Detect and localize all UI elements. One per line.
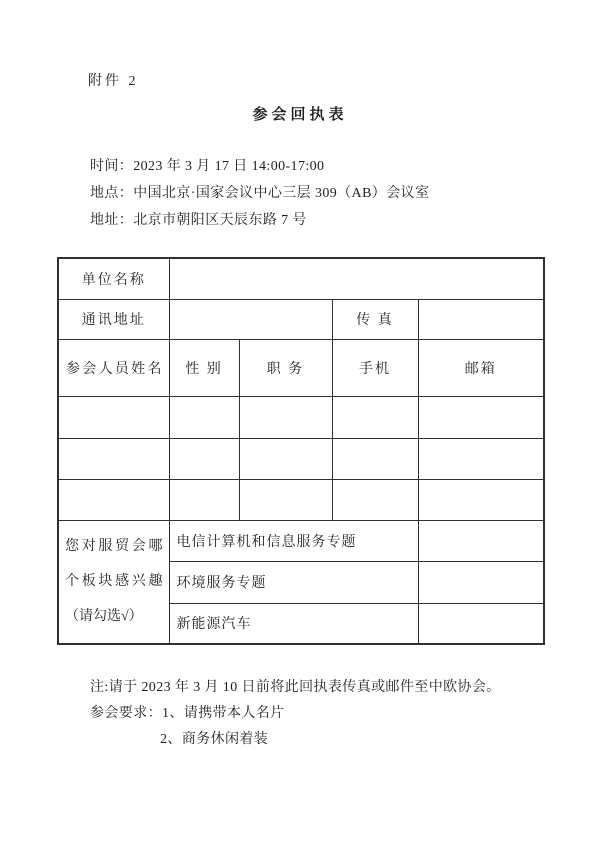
page-title: 参会回执表 xyxy=(252,107,348,123)
person-name-header: 参会人员姓名 xyxy=(58,339,169,396)
topic-label-telecom: 电信计算机和信息服务专题 xyxy=(169,520,418,561)
mailing-address-input-cell[interactable] xyxy=(169,299,332,339)
gender-input-cell[interactable] xyxy=(169,479,239,520)
requirements-line xyxy=(90,701,501,727)
meeting-time-line: 时间：2023 年 3 月 17 日 14:00-17:00 xyxy=(90,159,325,174)
position-header: 职 务 xyxy=(239,339,332,396)
notes xyxy=(90,675,501,753)
gender-header: 性 别 xyxy=(169,339,239,396)
position-input-cell[interactable] xyxy=(239,438,332,479)
email-input-cell[interactable] xyxy=(418,438,544,479)
mailing-address-label: 通讯地址 xyxy=(58,299,169,339)
interest-question-line: 个板块感兴趣 xyxy=(65,574,163,590)
unit-name-input-cell[interactable] xyxy=(169,258,544,299)
reply-form-table xyxy=(57,257,545,645)
interest-question-line: 您对服贸会哪 xyxy=(65,539,163,555)
mobile-input-cell[interactable] xyxy=(332,479,418,520)
meeting-venue-line: 地点：中国北京·国家会议中心三层 309（AB）会议室 xyxy=(90,186,430,201)
fax-input-cell[interactable] xyxy=(418,299,544,339)
topic-check-cell[interactable] xyxy=(418,603,544,644)
email-input-cell[interactable] xyxy=(418,396,544,438)
deadline-note: 注:请于 2023 年 3 月 10 日前将此回执表传真或邮件至中欧协会。 xyxy=(90,680,501,695)
interest-question-cell xyxy=(58,520,169,644)
person-name-input-cell[interactable] xyxy=(58,396,169,438)
position-input-cell[interactable] xyxy=(239,479,332,520)
mobile-header: 手机 xyxy=(332,339,418,396)
meeting-address-line: 地址：北京市朝阳区天辰东路 7 号 xyxy=(90,213,307,228)
mailing-address-row xyxy=(58,299,544,339)
person-header-row xyxy=(58,339,544,396)
gender-input-cell[interactable] xyxy=(169,396,239,438)
mobile-input-cell[interactable] xyxy=(332,396,418,438)
topic-row xyxy=(58,520,544,561)
topic-check-cell[interactable] xyxy=(418,520,544,561)
unit-name-label: 单位名称 xyxy=(58,258,169,299)
empty-person-row xyxy=(58,396,544,438)
email-header: 邮箱 xyxy=(418,339,544,396)
unit-name-row xyxy=(58,258,544,299)
topic-check-cell[interactable] xyxy=(418,561,544,603)
requirements-prefix: 参会要求： xyxy=(90,706,162,721)
empty-person-row xyxy=(58,438,544,479)
meeting-info xyxy=(90,153,429,234)
requirement-1: 1、请携带本人名片 xyxy=(162,706,285,721)
email-input-cell[interactable] xyxy=(418,479,544,520)
interest-question-line: （请勾选√） xyxy=(65,609,143,625)
mobile-input-cell[interactable] xyxy=(332,438,418,479)
topic-label-environment: 环境服务专题 xyxy=(169,561,418,603)
attachment-label: 附件 2 xyxy=(88,74,139,89)
empty-person-row xyxy=(58,479,544,520)
gender-input-cell[interactable] xyxy=(169,438,239,479)
position-input-cell[interactable] xyxy=(239,396,332,438)
person-name-input-cell[interactable] xyxy=(58,479,169,520)
requirement-2: 2、商务休闲着装 xyxy=(160,732,269,747)
person-name-input-cell[interactable] xyxy=(58,438,169,479)
fax-label: 传 真 xyxy=(332,299,418,339)
topic-label-new-energy: 新能源汽车 xyxy=(169,603,418,644)
